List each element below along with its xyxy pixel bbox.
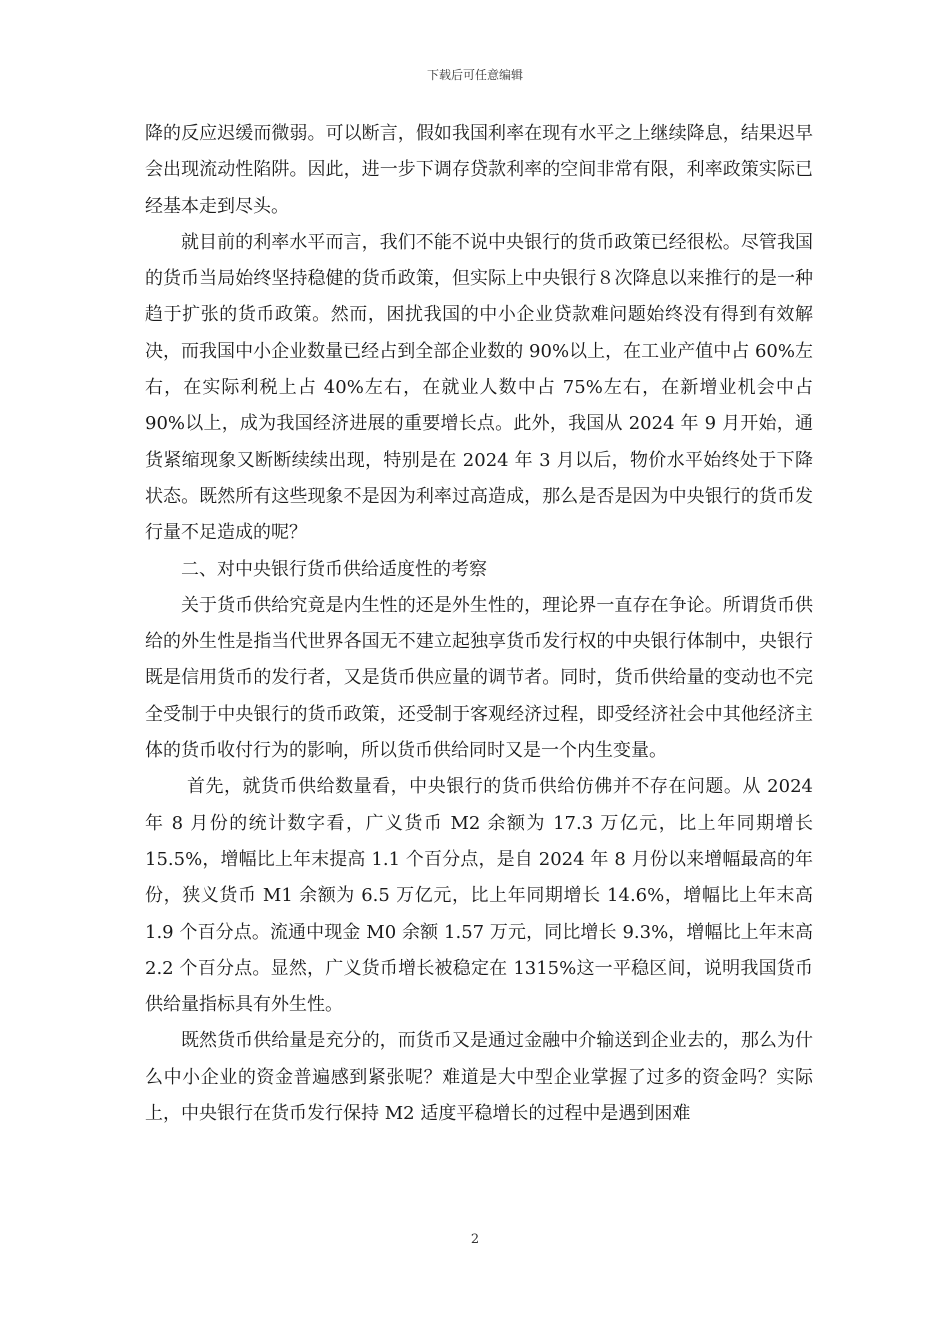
- paragraph-1: 降的反应迟缓而微弱。可以断言，假如我国利率在现有水平之上继续降息，结果迟早会出现流动性陷阱。因此，进一步下调存贷款利率的空间非常有限，利率政策实际已经基本走到尽头。: [145, 123, 813, 217]
- section-heading: 二、对中央银行货币供给适度性的考察: [181, 558, 487, 580]
- paragraph-3: 关于货币供给究竟是内生性的还是外生性的，理论界一直存在争论。所谓货币供给的外生性是指当代世界各国无不建立起独享货币发行权的中央银行体制中，央银行既是信用货币的发行者，又是货币供应量的调节者。同时，货币供给量的变动也不完全受制于中央银行的货币政策，还受制于客观经济过程，即受经济社会中其他经济主体的货币收付行为的影响，所以货币供给同时又是一个内生变量。: [145, 594, 813, 762]
- paragraph-2: 就目前的利率水平而言，我们不能不说中央银行的货币政策已经很松。尽管我国的货币当局始终坚持稳健的货币政策，但实际上中央银行８次降息以来推行的是一种趋于扩张的货币政策。然而，困扰我国的中小企业贷款难问题始终没有得到有效解决，而我国中小企业数量已经占到全部企业数的 90%以上，在工业产值中占 60%左右，在实际利税上占 40%左右，在就业人数中占 75%左右，在新增业机会中占 90%以上，成为我国经济进展的重要增长点。此外，我国从 2024 年 9 月开始，通货紧缩现象又断断续续出现，特别是在 2024 年 3 月以后，物价水平始终处于下降状态。既然所有这些现象不是因为利率过高造成，那么是否是因为中央银行的货币发行量不足造成的呢？: [145, 231, 813, 544]
- document-body: [145, 116, 813, 1132]
- page-header: 下载后可任意编辑: [426, 68, 523, 82]
- page-number: 2: [470, 1232, 480, 1247]
- paragraph-5: 既然货币供给量是充分的，而货币又是通过金融中介输送到企业去的，那么为什么中小企业的资金普遍感到紧张呢？难道是大中型企业掌握了过多的资金吗？实际上，中央银行在货币发行保持 M2 适度平稳增长的过程中是遇到困难: [145, 1030, 813, 1125]
- paragraph-4: 首先，就货币供给数量看，中央银行的货币供给仿佛并不存在问题。从 2024 年 8 月份的统计数字看，广义货币 M2 余额为 17.3 万亿元，比上年同期增长 15.5%，增幅比上年末提高 1.1 个百分点，是自 2024 年 8 月份以来增幅最高的年份，狭义货币 M1 余额为 6.5 万亿元，比上年同期增长 14.6%，增幅比上年末高 1.9 个百分点。流通中现金 M0 余额 1.57 万元，同比增长 9.3%，增幅比上年末高 2.2 个百分点。显然，广义货币增长被稳定在 1315%这一平稳区间，说明我国货币供给量指标具有外生性。: [145, 776, 813, 1016]
